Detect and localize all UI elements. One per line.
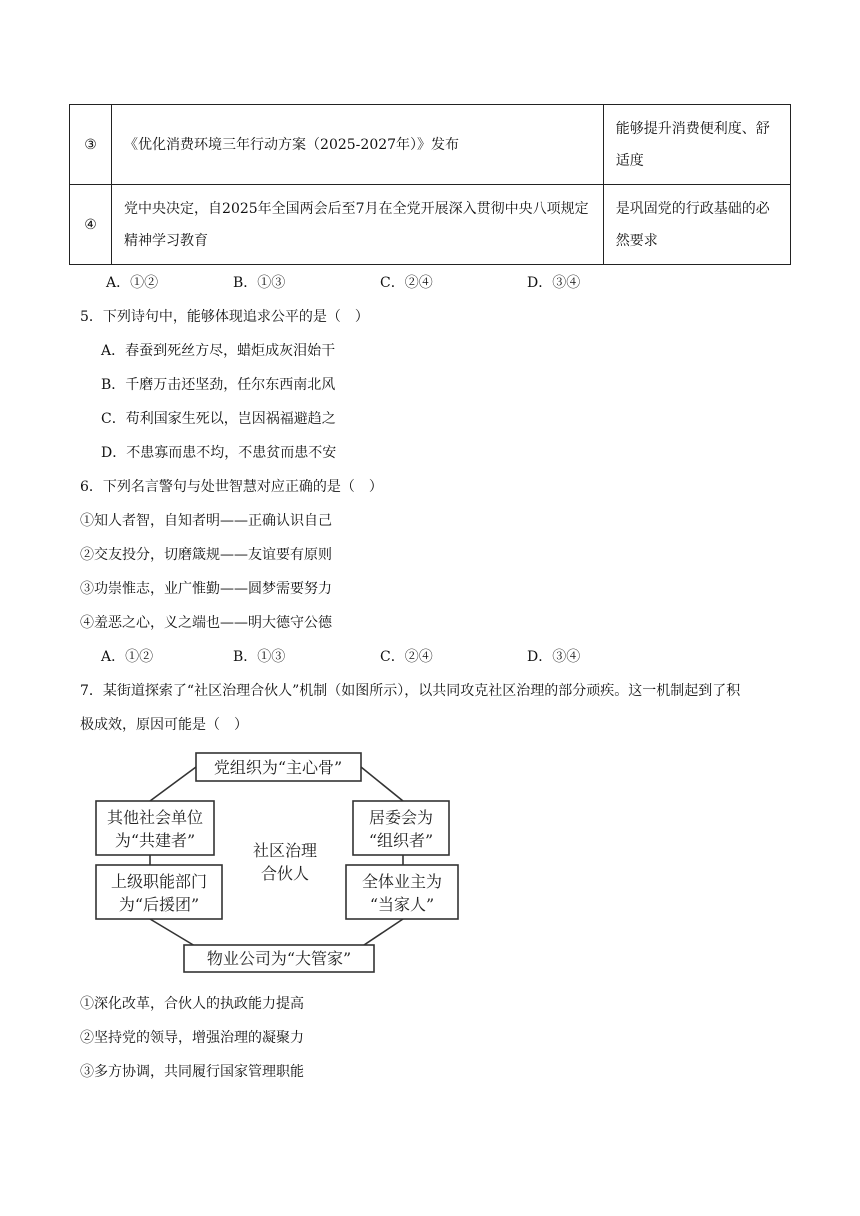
q5-option-b[interactable]: B．千磨万击还坚劲，任尔东西南北风 — [101, 377, 336, 393]
q4-option-d[interactable]: D．③④ — [527, 275, 581, 291]
q5-option-d[interactable]: D．不患寡而患不均，不患贫而患不安 — [101, 445, 337, 461]
row-number: ④ — [70, 185, 112, 265]
q7-statement-2: ②坚持党的领导，增强治理的凝聚力 — [80, 1030, 304, 1046]
table-row — [70, 185, 791, 265]
row-number: ③ — [70, 105, 112, 185]
q6-statement-3: ③功崇惟志，业广惟勤——圆梦需要努力 — [80, 581, 332, 597]
diagram-node-committee-line2: “组织者” — [368, 831, 434, 850]
diagram-node-departments-line1: 上级职能部门 — [110, 872, 208, 891]
diagram-node-party: 党组织为“主心骨” — [213, 758, 343, 777]
q7-statement-3: ③多方协调，共同履行国家管理职能 — [80, 1064, 304, 1080]
diagram-node-property: 物业公司为“大管家” — [206, 949, 352, 968]
q6-option-a[interactable]: A．①② — [101, 649, 154, 665]
diagram-center-line1: 社区治理 — [252, 841, 318, 860]
row-evaluation: 是巩固党的行政基础的必然要求 — [603, 185, 790, 265]
governance-partner-diagram — [88, 745, 468, 977]
diagram-node-committee-line1: 居委会为 — [368, 808, 434, 827]
row-description: 党中央决定，自2025年全国两会后至7月在全党开展深入贯彻中央八项规定精神学习教育 — [112, 185, 604, 265]
q6-option-b[interactable]: B．①③ — [233, 649, 286, 665]
q4-option-c[interactable]: C．②④ — [380, 275, 433, 291]
q6-option-c[interactable]: C．②④ — [380, 649, 433, 665]
row-evaluation: 能够提升消费便利度、舒适度 — [603, 105, 790, 185]
diagram-node-departments-line2: 为“后援团” — [118, 895, 200, 914]
table-row — [70, 105, 791, 185]
q5-option-c[interactable]: C．苟利国家生死以，岂因祸福避趋之 — [101, 411, 336, 427]
q6-option-d[interactable]: D．③④ — [527, 649, 581, 665]
row-description: 《优化消费环境三年行动方案（2025-2027年）》发布 — [112, 105, 604, 185]
comparison-table — [69, 104, 791, 265]
q4-option-b[interactable]: B．①③ — [233, 275, 286, 291]
q5-option-a[interactable]: A．春蚕到死丝方尽，蜡炬成灰泪始干 — [101, 343, 336, 359]
diagram-node-owners-line1: 全体业主为 — [361, 872, 443, 891]
q4-option-a[interactable]: A．①② — [106, 275, 159, 291]
diagram-center-line2: 合伙人 — [260, 864, 310, 883]
q6-statement-4: ④羞恶之心，义之端也——明大德守公德 — [80, 615, 332, 631]
diagram-node-social-units-line1: 其他社会单位 — [106, 808, 204, 827]
q7-statement-1: ①深化改革，合伙人的执政能力提高 — [80, 996, 304, 1012]
q6-stem: 6．下列名言警句与处世智慧对应正确的是（ ） — [80, 479, 383, 495]
diagram-node-social-units-line2: 为“共建者” — [114, 831, 196, 850]
q6-statement-2: ②交友投分，切磨箴规——友谊要有原则 — [80, 547, 332, 563]
q6-statement-1: ①知人者智，自知者明——正确认识自己 — [80, 513, 332, 529]
q7-stem-line-1: 7．某街道探索了“社区治理合伙人”机制（如图所示），以共同攻克社区治理的部分顽疾。这一机制起到了积 — [80, 683, 741, 699]
q5-stem: 5．下列诗句中，能够体现追求公平的是（ ） — [80, 309, 369, 325]
diagram-node-owners-line2: “当家人” — [369, 895, 435, 914]
q7-stem-line-2: 极成效，原因可能是（ ） — [80, 717, 248, 733]
